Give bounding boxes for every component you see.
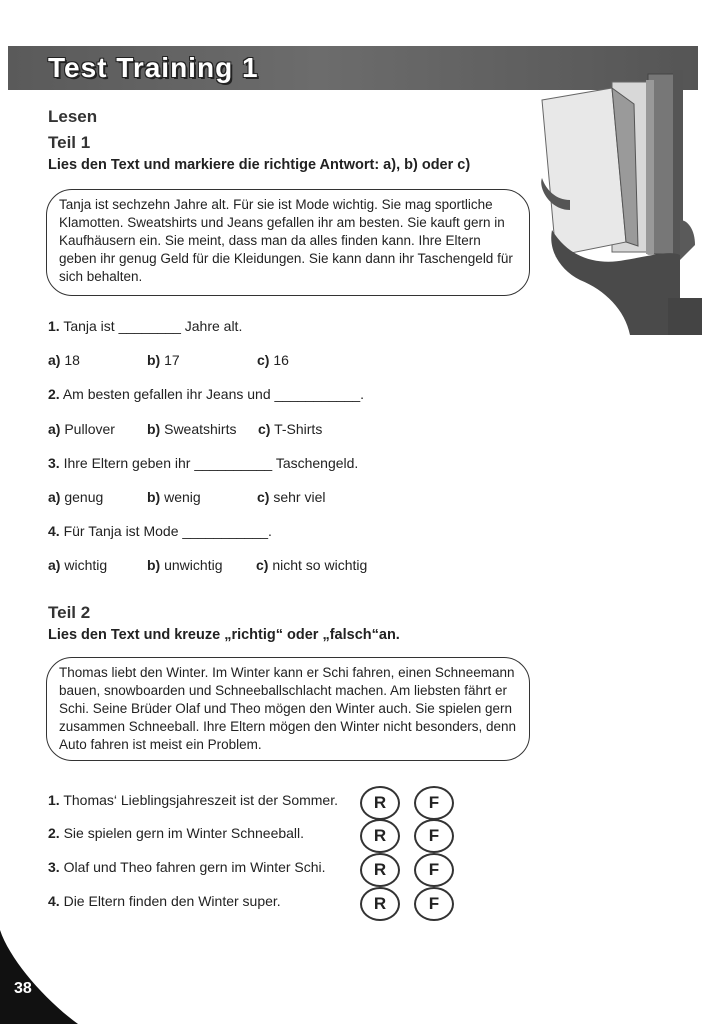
question-number: 1.	[48, 318, 60, 334]
option-label: b)	[147, 352, 161, 368]
question-2	[48, 386, 364, 402]
option-label: b)	[147, 489, 161, 505]
option-text: 18	[64, 352, 80, 368]
option-label: a)	[48, 557, 61, 573]
statement-3	[48, 859, 326, 875]
page-title: Test Training 1	[48, 52, 259, 83]
teil2-text: Thomas liebt den Winter. Im Winter kann er Schi fahren, einen Schneemann bauen, snowboarden und Schneeballschlacht machen. Am liebsten fährt er Schi. Seine Brüder Olaf und Theo mögen den Winter auch. Sie spielen gern zusammen Schneeball. Ihre Eltern mögen den Winter nicht besonders, denn Auto fahren ist meist ein Problem.	[59, 665, 517, 752]
statement-number: 3.	[48, 859, 60, 875]
richtig-button[interactable]: R	[360, 786, 400, 820]
option-label: c)	[256, 557, 269, 573]
option-c[interactable]	[258, 421, 322, 437]
option-text: wenig	[164, 489, 201, 505]
option-label: c)	[257, 489, 270, 505]
option-b[interactable]	[147, 421, 236, 437]
option-a[interactable]	[48, 557, 107, 573]
statement-2	[48, 825, 304, 841]
statement-1	[48, 792, 338, 808]
page-number: 38	[14, 980, 32, 997]
statement-text: Die Eltern finden den Winter super.	[63, 893, 281, 909]
statement-number: 4.	[48, 893, 60, 909]
option-text: sehr viel	[273, 489, 326, 505]
option-a[interactable]	[48, 421, 115, 437]
option-c[interactable]	[257, 352, 289, 368]
option-label: a)	[48, 421, 61, 437]
teil1-instruction: Lies den Text und markiere die richtige Antwort: a), b) oder c)	[48, 157, 471, 173]
statement-4	[48, 893, 281, 909]
option-text: unwichtig	[164, 557, 223, 573]
option-label: a)	[48, 352, 61, 368]
richtig-button[interactable]: R	[360, 819, 400, 853]
statement-number: 2.	[48, 825, 60, 841]
option-text: 16	[273, 352, 289, 368]
question-text: Am besten gefallen ihr Jeans und ___________.	[62, 386, 365, 402]
books-in-hand-illustration	[530, 60, 702, 335]
teil1-text: Tanja ist sechzehn Jahre alt. Für sie ist Mode wichtig. Sie mag sportliche Klamotten. Sweatshirts und Jeans gefallen ihr am besten. Sie kauft gern in Kaufhäusern ein. Sie meint, dass man da alles finden kann. Ihre Eltern geben ihr genug Geld für die Kleidungen. Sie kann dann ihr Taschengeld für sich behalten.	[59, 197, 513, 284]
statement-number: 1.	[48, 792, 60, 808]
question-text: Tanja ist ________ Jahre alt.	[63, 318, 243, 334]
option-label: b)	[147, 421, 161, 437]
option-text: 17	[164, 352, 180, 368]
question-number: 4.	[48, 523, 60, 539]
option-label: a)	[48, 489, 61, 505]
option-label: c)	[258, 421, 271, 437]
option-c[interactable]	[257, 489, 325, 505]
option-text: Pullover	[64, 421, 115, 437]
question-4	[48, 523, 272, 539]
option-text: genug	[64, 489, 104, 505]
teil2-title: Teil 2	[48, 603, 91, 622]
option-label: b)	[147, 557, 161, 573]
option-text: wichtig	[64, 557, 108, 573]
falsch-button[interactable]: F	[414, 853, 454, 887]
option-text: nicht so wichtig	[272, 557, 368, 573]
richtig-button[interactable]: R	[360, 887, 400, 921]
option-a[interactable]	[48, 489, 103, 505]
statement-text: Thomas‘ Lieblingsjahreszeit ist der Sommer.	[63, 792, 338, 808]
teil2-text-box	[46, 657, 530, 761]
question-text: Für Tanja ist Mode ___________.	[63, 523, 272, 539]
option-a[interactable]	[48, 352, 80, 368]
page-corner	[0, 930, 90, 1024]
falsch-button[interactable]: F	[414, 819, 454, 853]
falsch-button[interactable]: F	[414, 887, 454, 921]
option-text: T-Shirts	[274, 421, 323, 437]
question-number: 2.	[48, 386, 60, 402]
falsch-button[interactable]: F	[414, 786, 454, 820]
teil1-title: Teil 1	[48, 133, 91, 152]
teil2-instruction: Lies den Text und kreuze „richtig“ oder „falsch“an.	[48, 627, 400, 643]
statement-text: Sie spielen gern im Winter Schneeball.	[63, 825, 305, 841]
option-b[interactable]	[147, 557, 222, 573]
option-c[interactable]	[256, 557, 367, 573]
teil1-text-box	[46, 189, 530, 296]
richtig-button[interactable]: R	[360, 853, 400, 887]
option-b[interactable]	[147, 489, 201, 505]
question-number: 3.	[48, 455, 60, 471]
question-1	[48, 318, 242, 334]
statement-text: Olaf und Theo fahren gern im Winter Schi.	[63, 859, 326, 875]
section-title: Lesen	[48, 107, 98, 126]
option-text: Sweatshirts	[164, 421, 237, 437]
question-3	[48, 455, 358, 471]
option-label: c)	[257, 352, 270, 368]
question-text: Ihre Eltern geben ihr __________ Taschengeld.	[63, 455, 359, 471]
option-b[interactable]	[147, 352, 180, 368]
